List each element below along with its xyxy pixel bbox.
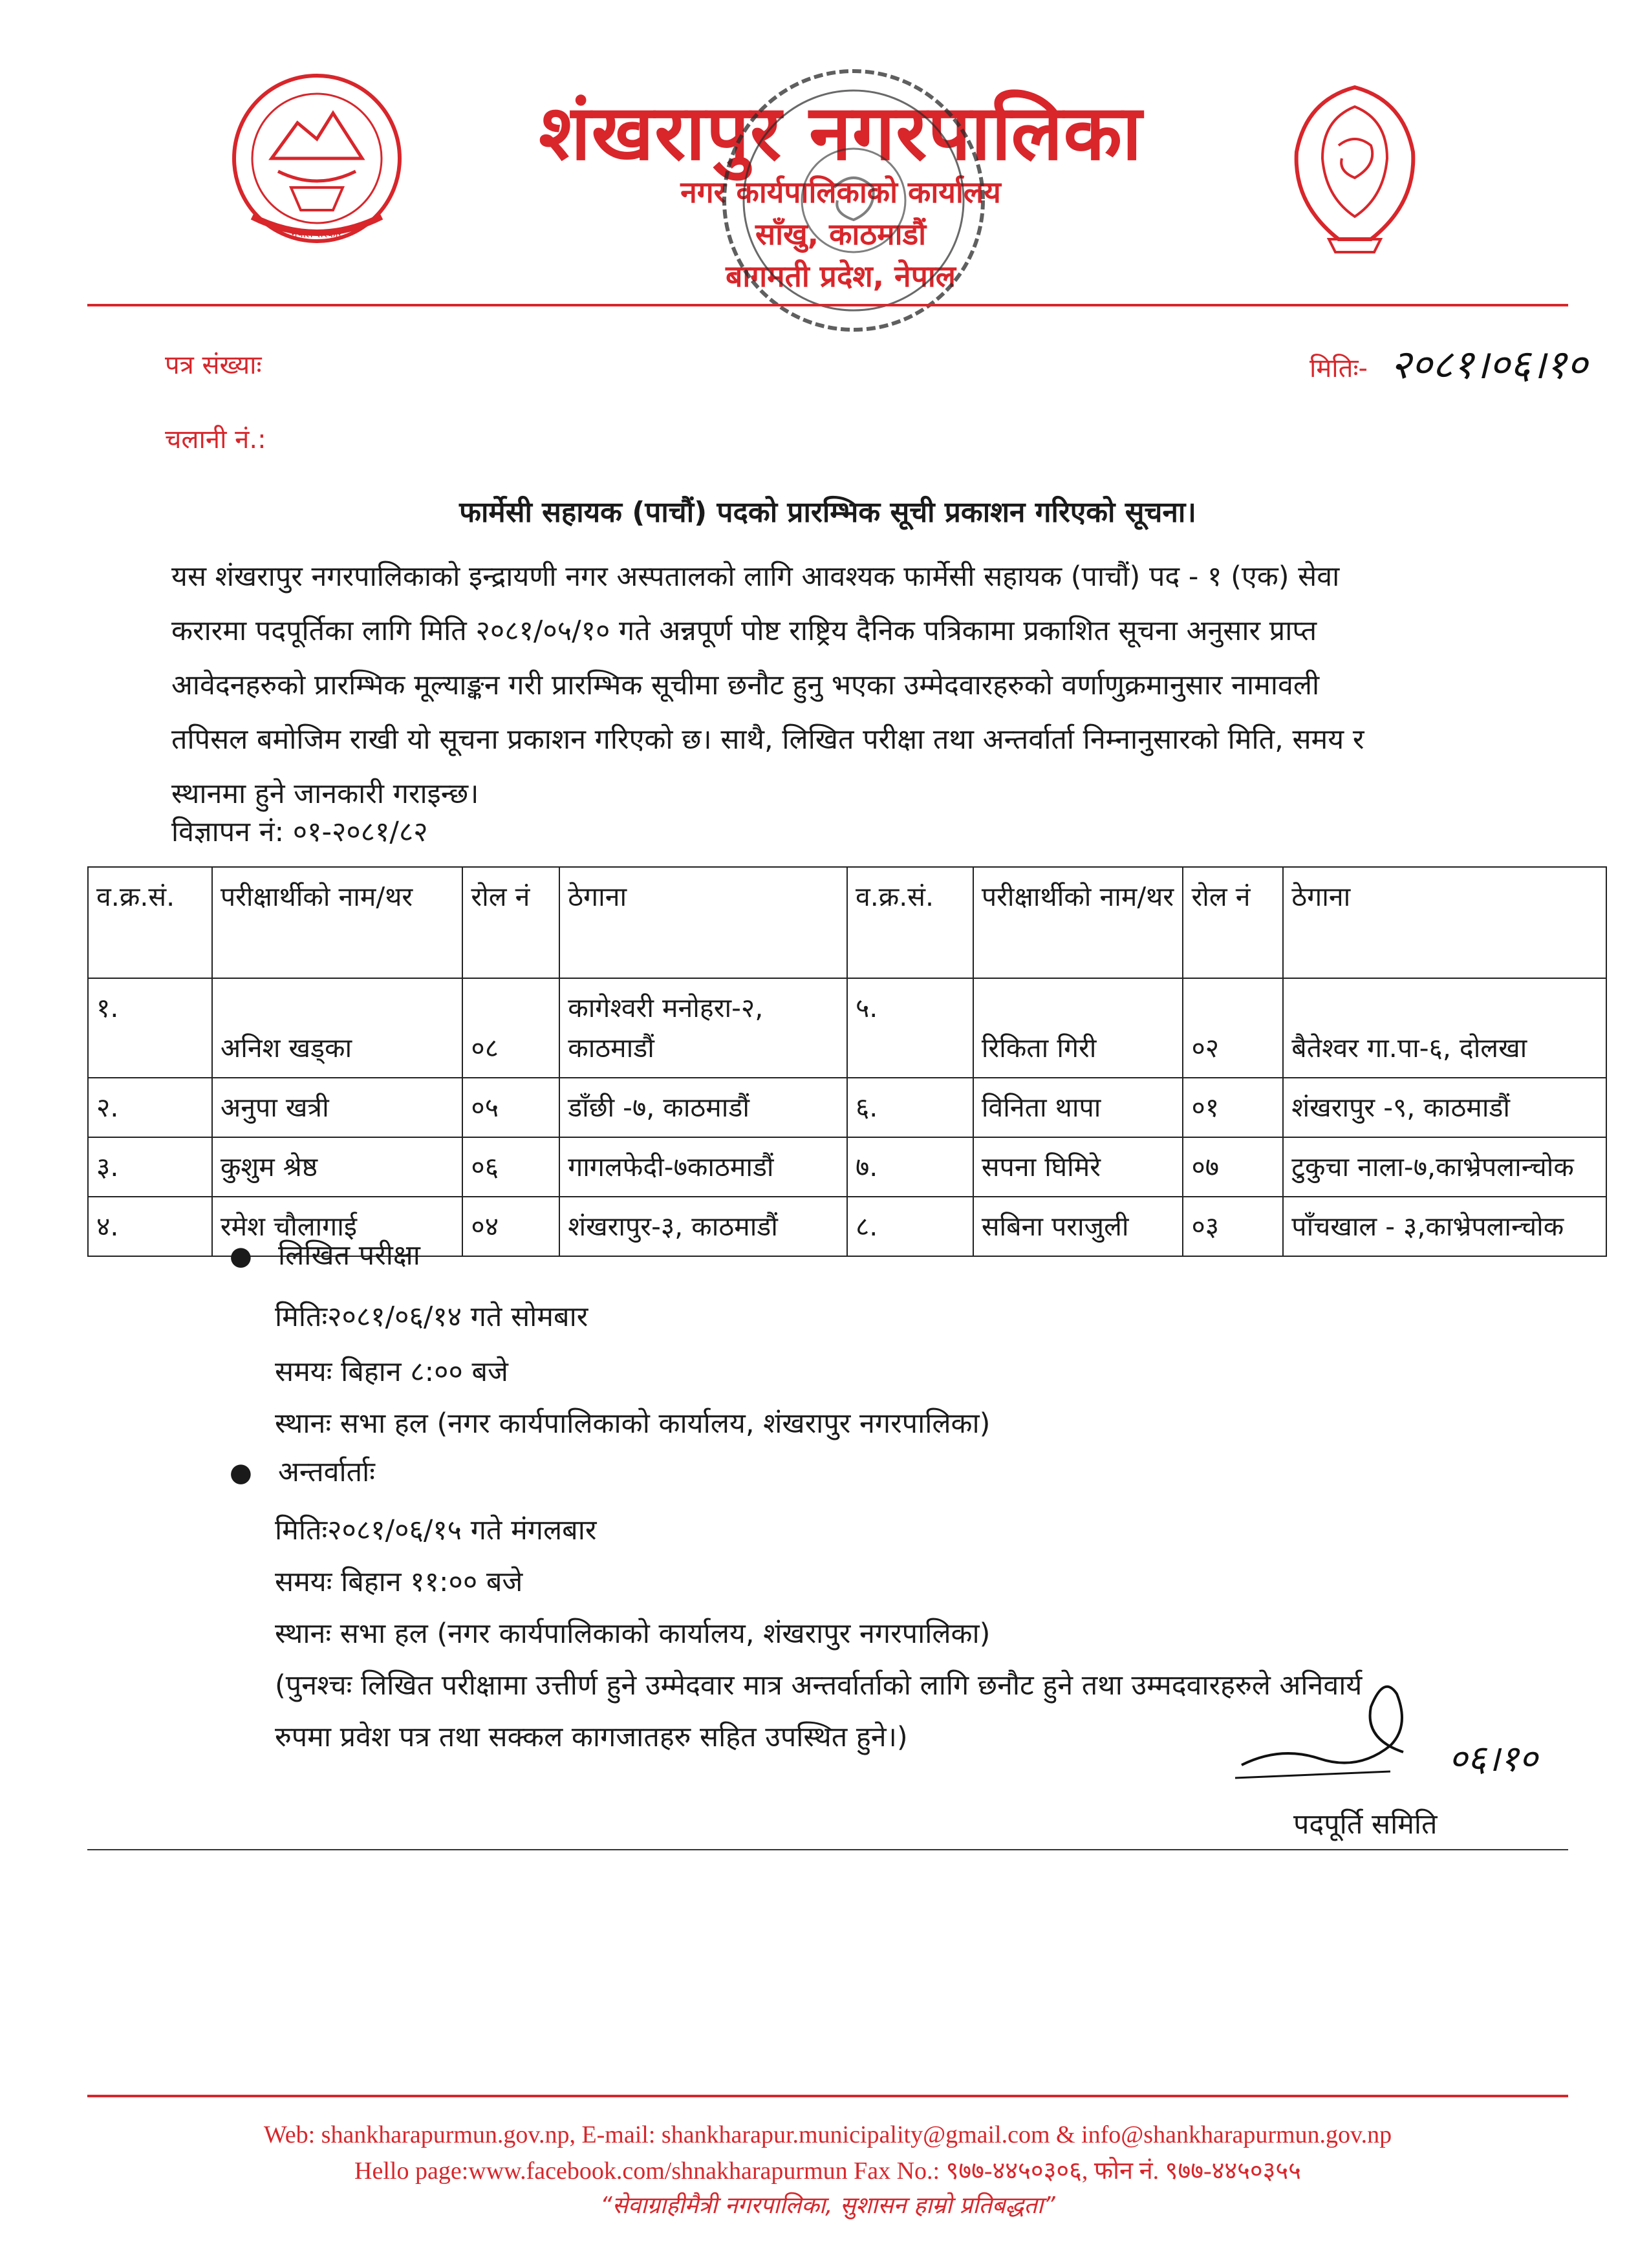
written-exam-date: मितिः२०८१/०६/१४ गते सोमबार	[275, 1301, 588, 1333]
table-cell: ७.	[847, 1137, 973, 1197]
notice-title: फार्मेसी सहायक (पाचौं) पदको प्रारम्भिक सूची प्रकाशन गरिएको सूचना।	[459, 496, 1196, 529]
interview-note-line: रुपमा प्रवेश पत्र तथा सक्कल कागजातहरु सहित उपस्थित हुने।)	[275, 1721, 908, 1753]
committee-caption: पदपूर्ति समिति	[1293, 1808, 1438, 1841]
table-cell: ०३	[1183, 1197, 1283, 1256]
advertisement-number: विज्ञापन नं: ०१-२०८१/८२	[171, 816, 428, 848]
table-cell: २.	[88, 1078, 212, 1137]
header-cell: परीक्षार्थीको नाम/थर	[212, 867, 463, 978]
header-divider	[87, 304, 1568, 306]
table-cell: ०२	[1183, 978, 1283, 1078]
table-cell: ३.	[88, 1137, 212, 1197]
table-cell: कुशुम श्रेष्ठ	[212, 1137, 463, 1197]
notice-paragraph	[171, 550, 1465, 821]
footer-contact-phone: Hello page:www.facebook.com/shnakharapurmun Fax No.: ९७७-४४५०३०६, फोन नं. ९७७-४४५०३५५	[354, 2157, 1301, 2185]
written-exam-heading: लिखित परीक्षा	[278, 1239, 420, 1272]
header-cell: रोल नं	[462, 867, 559, 978]
table-cell: ४.	[88, 1197, 212, 1256]
footer-slogan: “सेवाग्राहीमैत्री नगरपालिका, सुशासन हाम्रो प्रतिबद्धता”	[600, 2192, 1055, 2219]
header-cell: व.क्र.सं.	[847, 867, 973, 978]
paragraph-line: यस शंखरापुर नगरपालिकाको इन्द्रायणी नगर अस्पतालको लागि आवश्यक फार्मेसी सहायक (पाचौं) पद - १ (एक) सेवा	[171, 561, 1340, 593]
table-cell: ०८	[462, 978, 559, 1078]
table-cell: बैतेश्वर गा.पा-६, दोलखा	[1283, 978, 1606, 1078]
header-cell: व.क्र.सं.	[88, 867, 212, 978]
table-row	[88, 978, 1606, 1078]
table-header-row	[88, 867, 1606, 978]
letter-number-label: पत्र संख्याः	[165, 350, 262, 380]
interview-date: मितिः२०८१/०६/१५ गते मंगलबार	[275, 1514, 597, 1546]
table-cell: सपना घिमिरे	[973, 1137, 1183, 1197]
paragraph-line: आवेदनहरुको प्रारम्भिक मूल्याङ्कन गरी प्रारम्भिक सूचीमा छनौट हुनु भएका उम्मेदवारहरुको वर्णाणुक्रमानुसार नामावली	[171, 669, 1320, 701]
paragraph-line: करारमा पदपूर्तिका लागि मिति २०८१/०५/१० गते अन्नपूर्ण पोष्ट राष्ट्रिय दैनिक पत्रिकामा प्रकाशित सूचना अनुसार प्राप्त	[171, 615, 1317, 647]
emblem-caption: नेपाल सरकार	[291, 228, 343, 240]
interview-time: समयः बिहान ११:०० बजे	[275, 1566, 523, 1598]
paragraph-line: तपिसल बमोजिम राखी यो सूचना प्रकाशन गरिएको छ। साथै, लिखित परीक्षा तथा अन्तर्वार्ता निम्नानुसारको मिति, समय र	[171, 723, 1364, 756]
interview-note-line: (पुनश्चः लिखित परीक्षामा उत्तीर्ण हुने उम्मेदवार मात्र अन्तर्वार्ताको लागि छनौट हुने तथा उम्मदवारहरुले अनिवार्य	[275, 1669, 1363, 1702]
office-location: साँखु, काठमाडौं	[755, 217, 927, 251]
header-cell: परीक्षार्थीको नाम/थर	[973, 867, 1183, 978]
table-cell: ०६	[462, 1137, 559, 1197]
municipality-title: शंखरापुर नगरपालिका	[539, 88, 1143, 177]
bullet-icon: ●	[230, 1241, 252, 1271]
dispatch-number-label: चलानी नं.:	[165, 425, 266, 455]
table-cell: डाँछी -७, काठमाडौं	[559, 1078, 847, 1137]
bullet-icon: ●	[230, 1458, 252, 1488]
table-cell: अनुपा खत्री	[212, 1078, 463, 1137]
office-name: नगर कार्यपालिकाको कार्यालय	[680, 175, 1001, 209]
table-cell: ०१	[1183, 1078, 1283, 1137]
table-cell: पाँचखाल - ३,काभ्रेपलान्चोक	[1283, 1197, 1606, 1256]
table-cell: ०७	[1183, 1137, 1283, 1197]
date-label: मितिः-	[1310, 354, 1368, 383]
table-row	[88, 1137, 1606, 1197]
table-cell: शंखरापुर -९, काठमाडौं	[1283, 1078, 1606, 1137]
office-province: बागमती प्रदेश, नेपाल	[726, 259, 956, 294]
table-cell: टुकुचा नाला-७,काभ्रेपलान्चोक	[1283, 1137, 1606, 1197]
table-cell: अनिश खड्का	[212, 978, 463, 1078]
header-cell: ठेगाना	[559, 867, 847, 978]
table-cell: सबिना पराजुली	[973, 1197, 1183, 1256]
interview-heading: अन्तर्वार्ताः	[278, 1456, 375, 1488]
table-cell: ०५	[462, 1078, 559, 1137]
table-cell: ६.	[847, 1078, 973, 1137]
candidate-table	[87, 866, 1607, 1257]
table-cell: १.	[88, 978, 212, 1078]
table-cell: ०४	[462, 1197, 559, 1256]
written-exam-time: समयः बिहान ८:०० बजे	[275, 1356, 508, 1388]
conch-logo-icon	[1267, 74, 1442, 255]
table-cell: कागेश्वरी मनोहरा-२, काठमाडौं	[559, 978, 847, 1078]
header-cell: रोल नं	[1183, 867, 1283, 978]
table-cell: ८.	[847, 1197, 973, 1256]
handwritten-date: २०८१।०६।१०	[1390, 341, 1588, 388]
interview-venue: स्थानः सभा हल (नगर कार्यपालिकाको कार्यालय, शंखरापुर नगरपालिका)	[275, 1618, 991, 1650]
table-row	[88, 1078, 1606, 1137]
content-end-rule	[87, 1849, 1568, 1850]
paragraph-line: स्थानमा हुने जानकारी गराइन्छ।	[171, 778, 479, 810]
table-cell: रिकिता गिरी	[973, 978, 1183, 1078]
table-cell: विनिता थापा	[973, 1078, 1183, 1137]
official-seal-stamp	[711, 58, 996, 343]
table-cell: रमेश चौलागाई	[212, 1197, 463, 1256]
table-cell: ५.	[847, 978, 973, 1078]
table-cell: गागलफेदी-७काठमाडौं	[559, 1137, 847, 1197]
footer-contact-web: Web: shankharapurmun.gov.np, E-mail: shankharapur.municipality@gmail.com & info@shankharapurmun.gov.np	[263, 2121, 1392, 2148]
signature-date: ०६।१०	[1449, 1738, 1538, 1780]
written-exam-venue: स्थानः सभा हल (नगर कार्यपालिकाको कार्यालय, शंखरापुर नगरपालिका)	[275, 1407, 991, 1440]
table-cell: शंखरापुर-३, काठमाडौं	[559, 1197, 847, 1256]
footer-divider	[87, 2095, 1568, 2097]
header-cell: ठेगाना	[1283, 867, 1606, 978]
